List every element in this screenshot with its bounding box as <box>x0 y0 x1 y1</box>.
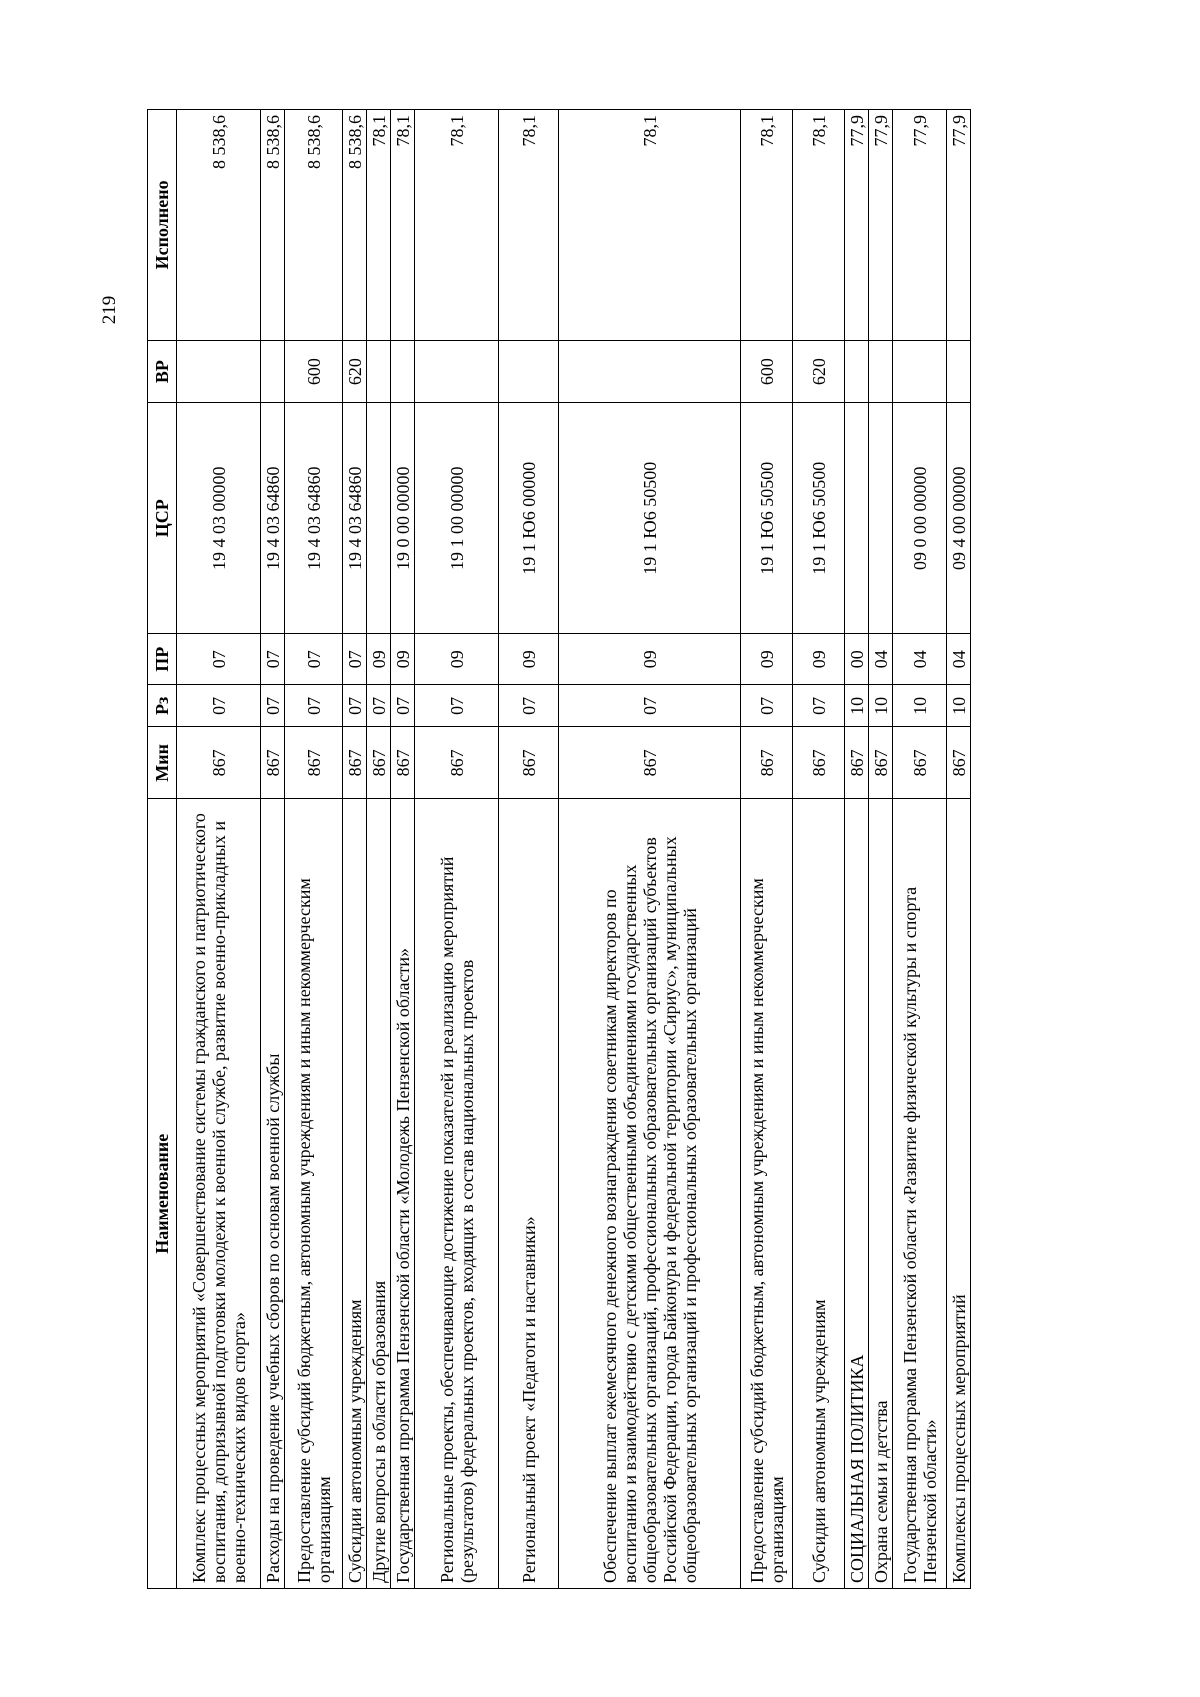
table-row <box>947 110 971 1589</box>
cell-done: 77,9 <box>845 110 869 341</box>
cell-min: 867 <box>845 727 869 799</box>
cell-name: Субсидии автономным учреждениям <box>793 799 845 1589</box>
cell-csr: 19 4 03 64860 <box>285 403 343 634</box>
table-row <box>499 110 559 1589</box>
table-row <box>415 110 499 1589</box>
cell-done: 77,9 <box>947 110 971 341</box>
cell-pr: 07 <box>343 634 367 685</box>
cell-csr <box>367 403 391 634</box>
cell-done: 77,9 <box>893 110 947 341</box>
header-vr: ВР <box>148 340 177 403</box>
cell-rz: 07 <box>367 685 391 727</box>
header-pr: ПР <box>148 634 177 685</box>
cell-vr <box>499 340 559 403</box>
cell-done: 77,9 <box>869 110 893 341</box>
cell-done: 8 538,6 <box>261 110 285 341</box>
cell-name: Субсидии автономным учреждениям <box>343 799 367 1589</box>
cell-done: 78,1 <box>741 110 793 341</box>
table-row <box>559 110 741 1589</box>
cell-name: Государственная программа Пензенской области «Развитие физической культуры и спорта Пензенской области» <box>893 799 947 1589</box>
cell-csr: 19 4 03 64860 <box>343 403 367 634</box>
cell-vr: 600 <box>741 340 793 403</box>
cell-pr: 07 <box>177 634 261 685</box>
cell-done: 78,1 <box>415 110 499 341</box>
cell-vr <box>845 340 869 403</box>
cell-name: Охрана семьи и детства <box>869 799 893 1589</box>
header-csr: ЦСР <box>148 403 177 634</box>
cell-vr <box>559 340 741 403</box>
cell-name: Обеспечение выплат ежемесячного денежного вознаграждения советникам директоров по воспитанию и взаимодействию с детскими общественными объединениями государственных общеобразовательных организаций, профессиональных образовательных организаций субъектов Российской Федерации, города Байконура и федеральной территории «Сириус», муниципальных общеобразовательных организаций и профессиональных образовательных организаций <box>559 799 741 1589</box>
cell-pr: 04 <box>869 634 893 685</box>
cell-rz: 07 <box>793 685 845 727</box>
cell-csr: 19 4 03 64860 <box>261 403 285 634</box>
cell-csr: 19 4 03 00000 <box>177 403 261 634</box>
cell-pr: 07 <box>261 634 285 685</box>
table-row <box>845 110 869 1589</box>
page-number: 219 <box>99 295 120 325</box>
cell-pr: 09 <box>499 634 559 685</box>
cell-csr: 19 1 Ю6 50500 <box>793 403 845 634</box>
cell-vr <box>177 340 261 403</box>
cell-vr <box>415 340 499 403</box>
table-header-row <box>148 110 177 1589</box>
cell-rz: 07 <box>741 685 793 727</box>
cell-name: Региональные проекты, обеспечивающие достижение показателей и реализацию мероприятий (результатов) федеральных проектов, входящих в состав национальных проектов <box>415 799 499 1589</box>
cell-min: 867 <box>343 727 367 799</box>
table-row <box>793 110 845 1589</box>
cell-min: 867 <box>893 727 947 799</box>
cell-csr: 19 1 Ю6 50500 <box>741 403 793 634</box>
table-row <box>893 110 947 1589</box>
cell-pr: 09 <box>391 634 415 685</box>
header-rz: Рз <box>148 685 177 727</box>
cell-done: 78,1 <box>793 110 845 341</box>
cell-min: 867 <box>285 727 343 799</box>
cell-vr <box>367 340 391 403</box>
cell-done: 78,1 <box>499 110 559 341</box>
cell-min: 867 <box>741 727 793 799</box>
cell-rz: 10 <box>947 685 971 727</box>
cell-min: 867 <box>559 727 741 799</box>
cell-csr: 19 0 00 00000 <box>391 403 415 634</box>
cell-vr <box>947 340 971 403</box>
cell-min: 867 <box>367 727 391 799</box>
cell-vr: 600 <box>285 340 343 403</box>
table-row <box>285 110 343 1589</box>
cell-csr: 09 4 00 00000 <box>947 403 971 634</box>
header-name: Наименование <box>148 799 177 1589</box>
cell-name: Комплекс процессных мероприятий «Совершенствование системы гражданского и патриотического воспитания, допризывной подготовки молодежи к военной службе, развитие военно-прикладных и военно-технических видов спорта» <box>177 799 261 1589</box>
cell-done: 78,1 <box>391 110 415 341</box>
table-row <box>261 110 285 1589</box>
cell-name: Комплексы процессных мероприятий <box>947 799 971 1589</box>
cell-min: 867 <box>261 727 285 799</box>
cell-vr <box>893 340 947 403</box>
cell-rz: 10 <box>893 685 947 727</box>
cell-pr: 09 <box>367 634 391 685</box>
cell-rz: 07 <box>499 685 559 727</box>
cell-pr: 09 <box>559 634 741 685</box>
cell-rz: 07 <box>559 685 741 727</box>
cell-vr <box>869 340 893 403</box>
cell-vr <box>261 340 285 403</box>
cell-min: 867 <box>869 727 893 799</box>
cell-pr: 09 <box>415 634 499 685</box>
cell-done: 8 538,6 <box>177 110 261 341</box>
cell-min: 867 <box>415 727 499 799</box>
cell-rz: 07 <box>343 685 367 727</box>
header-min: Мин <box>148 727 177 799</box>
cell-csr: 19 1 Ю6 50500 <box>559 403 741 634</box>
cell-done: 8 538,6 <box>343 110 367 341</box>
rotated-page-content <box>147 109 1028 1589</box>
cell-rz: 07 <box>415 685 499 727</box>
cell-rz: 07 <box>285 685 343 727</box>
cell-name: СОЦИАЛЬНАЯ ПОЛИТИКА <box>845 799 869 1589</box>
cell-done: 78,1 <box>559 110 741 341</box>
table-row <box>741 110 793 1589</box>
cell-name: Предоставление субсидий бюджетным, автономным учреждениям и иным некоммерческим организациям <box>285 799 343 1589</box>
cell-csr: 19 1 00 00000 <box>415 403 499 634</box>
cell-pr: 04 <box>947 634 971 685</box>
cell-csr <box>869 403 893 634</box>
cell-min: 867 <box>947 727 971 799</box>
header-done: Исполнено <box>148 110 177 341</box>
cell-min: 867 <box>391 727 415 799</box>
cell-name: Региональный проект «Педагоги и наставники» <box>499 799 559 1589</box>
table-row <box>177 110 261 1589</box>
cell-csr: 09 0 00 00000 <box>893 403 947 634</box>
cell-rz: 10 <box>869 685 893 727</box>
cell-vr: 620 <box>343 340 367 403</box>
cell-csr: 19 1 Ю6 00000 <box>499 403 559 634</box>
cell-rz: 07 <box>261 685 285 727</box>
cell-vr <box>391 340 415 403</box>
table-row <box>869 110 893 1589</box>
cell-done: 8 538,6 <box>285 110 343 341</box>
cell-pr: 09 <box>741 634 793 685</box>
cell-rz: 07 <box>177 685 261 727</box>
cell-pr: 04 <box>893 634 947 685</box>
cell-rz: 07 <box>391 685 415 727</box>
cell-name: Предоставление субсидий бюджетным, автономным учреждениям и иным некоммерческим организациям <box>741 799 793 1589</box>
cell-pr: 00 <box>845 634 869 685</box>
table-row <box>343 110 367 1589</box>
cell-name: Расходы на проведение учебных сборов по основам военной службы <box>261 799 285 1589</box>
cell-min: 867 <box>793 727 845 799</box>
table-row <box>391 110 415 1589</box>
cell-pr: 07 <box>285 634 343 685</box>
cell-min: 867 <box>177 727 261 799</box>
cell-done: 78,1 <box>367 110 391 341</box>
budget-execution-table <box>147 109 971 1589</box>
cell-name: Другие вопросы в области образования <box>367 799 391 1589</box>
cell-min: 867 <box>499 727 559 799</box>
cell-name: Государственная программа Пензенской области «Молодежь Пензенской области» <box>391 799 415 1589</box>
cell-csr <box>845 403 869 634</box>
cell-vr: 620 <box>793 340 845 403</box>
table-row <box>367 110 391 1589</box>
cell-pr: 09 <box>793 634 845 685</box>
cell-rz: 10 <box>845 685 869 727</box>
